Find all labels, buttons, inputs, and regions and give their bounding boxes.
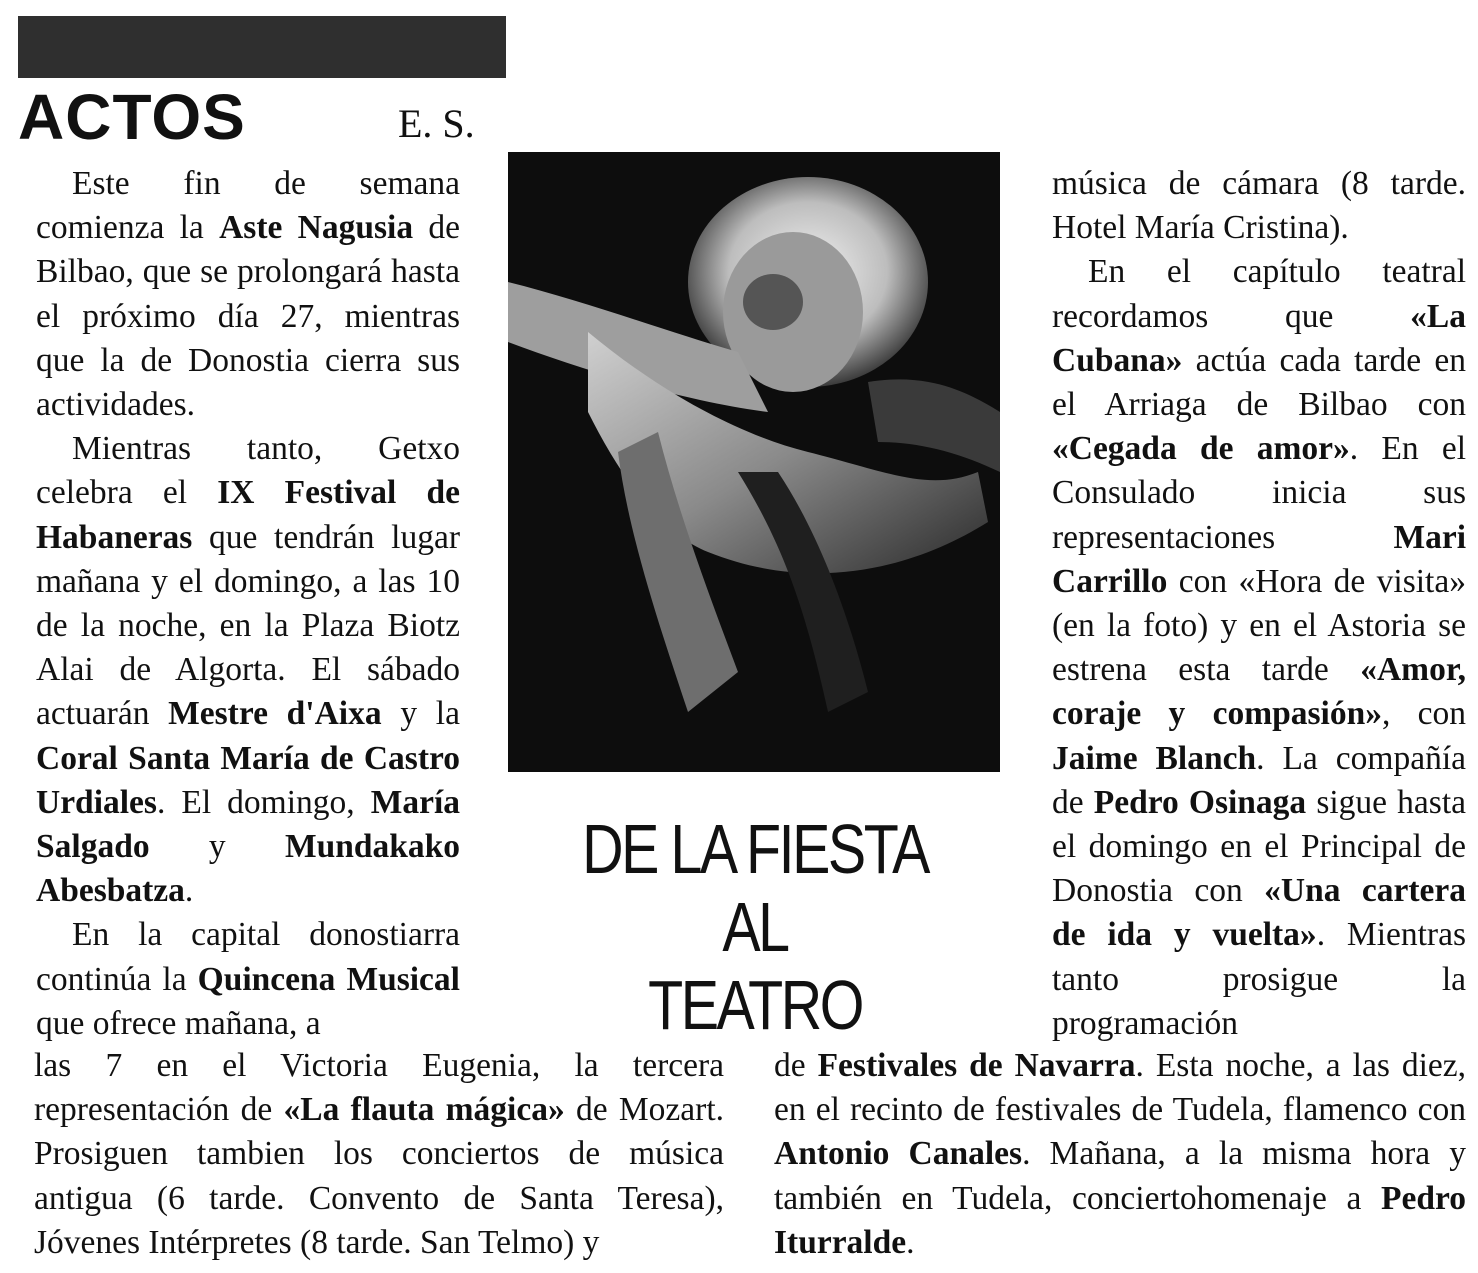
header-bar (18, 16, 506, 78)
author-byline: E. S. (398, 101, 475, 146)
paragraph-5-continued: de Festivales de Navarra. Esta noche, a las diez, en el recinto de festivales de Tudela, flamenco con Antonio Canales. Mañana, a la misma hora y también en Tudela, conciertohomenaje a Pedro Iturralde. (774, 1047, 1466, 1261)
paragraph-1: Este fin de semana comienza la Aste Nagusia de Bilbao, que se prolongará hasta el próximo día 27, mientras que la de Donostia cierra sus actividades. (36, 165, 460, 424)
paragraph-4: música de cámara (8 tarde. Hotel María Cristina). (1052, 165, 1466, 247)
headline-line-2: TEATRO (648, 966, 862, 1044)
article-bottom-right (774, 1044, 1466, 1265)
article-bottom-left (34, 1044, 724, 1265)
headline-line-1: DE LA FIESTA AL (582, 810, 928, 966)
performer-photo (508, 152, 1000, 772)
performer-photo-icon (508, 152, 1000, 772)
section-title: ACTOS (18, 81, 246, 153)
headline (550, 810, 960, 1044)
paragraph-3: En la capital donostiarra continúa la Quincena Musical que ofrece mañana, a (36, 916, 460, 1042)
paragraph-3-continued: las 7 en el Victoria Eugenia, la tercera representación de «La flauta mágica» de Mozart. Prosiguen tambien los conciertos de música antigua (6 tarde. Convento de Santa Teresa), Jóvenes Intérpretes (8 tarde. San Telmo) y (34, 1047, 724, 1261)
article-column-1 (36, 162, 460, 1046)
article-column-3 (1052, 162, 1466, 1046)
paragraph-5: En el capítulo teatral recordamos que «La Cubana» actúa cada tarde en el Arriaga de Bilbao con «Cegada de amor». En el Consulado inicia sus representaciones Mari Carrillo con «Hora de visita» (en la foto) y en el Astoria se estrena esta tarde «Amor, coraje y compasión», con Jaime Blanch. La compañía de Pedro Osinaga sigue hasta el domingo en el Principal de Donostia con «Una cartera de ida y vuelta». Mientras tanto prosigue la programación (1052, 253, 1467, 1042)
paragraph-2: Mientras tanto, Getxo celebra el IX Festival de Habaneras que tendrán lugar mañana y el domingo, a las 10 de la noche, en la Plaza Biotz Alai de Algorta. El sábado actuarán Mestre d'Aixa y la Coral Santa María de Castro Urdiales. El domingo, María Salgado y Mundakako Abesbatza. (36, 430, 460, 910)
